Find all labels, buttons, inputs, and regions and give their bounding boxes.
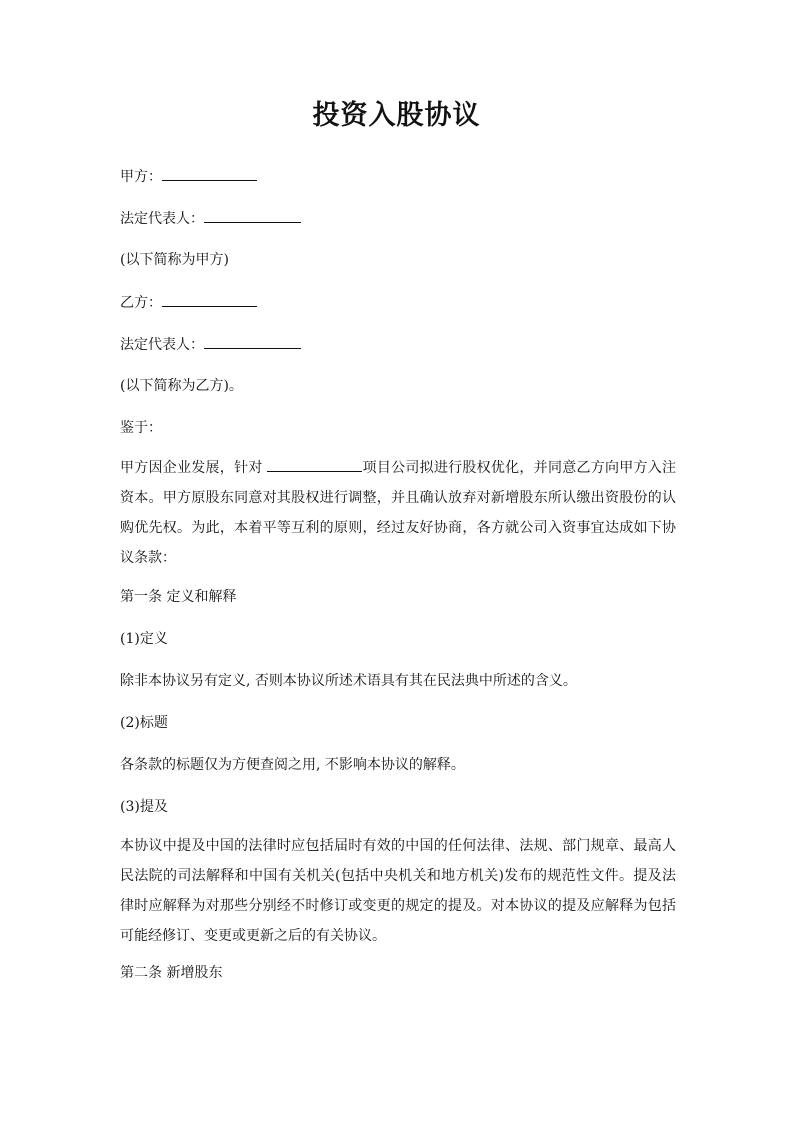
party-b-blank	[162, 292, 257, 307]
article1-s3-heading: (3)提及	[120, 799, 168, 815]
party-a-rep-label: 法定代表人：	[120, 211, 204, 227]
intro-text-start: 甲方因企业发展，针对	[120, 460, 268, 476]
intro-text-rest: 项目公司拟进行股权优化，并同意乙方向甲方入注资本。甲方原股东同意对其股权进行调整，并且确认放弃对新增股东所认缴出资股份的认购优先权。为此，本着平等互利的原则，经过友好协商，各方就公司入资事宜达成如下协议条款：	[120, 460, 677, 566]
article1-s2-heading: (2)标题	[120, 715, 168, 731]
article1-s1-heading: (1)定义	[120, 631, 168, 647]
article1-s3-text: 本协议中提及中国的法律时应包括届时有效的中国的任何法律、法规、部门规章、最高人民法院的司法解释和中国有关机关(包括中央机关和地方机关)发布的规范性文件。提及法律时应解释为对那些分别经不时修订或变更的规定的提及。对本协议的提及应解释为包括可能经修订、变更或更新之后的有关协议。	[120, 838, 676, 944]
party-a-rep-line	[120, 208, 301, 229]
project-blank	[267, 457, 362, 472]
party-b-line	[120, 292, 257, 313]
document-title: 投资入股协议	[312, 100, 481, 131]
article1-s1-text: 除非本协议另有定义, 否则本协议所述术语具有其在民法典中所述的含义。	[120, 673, 577, 689]
party-b-rep-line	[120, 334, 301, 355]
party-a-line	[120, 166, 257, 187]
party-b-note: (以下简称为乙方)。	[120, 378, 243, 394]
party-a-blank	[162, 166, 257, 181]
party-a-rep-blank	[204, 208, 301, 223]
party-a-label: 甲方：	[120, 169, 162, 185]
article1-heading: 第一条 定义和解释	[120, 589, 237, 605]
article1-s2-text: 各条款的标题仅为方便查阅之用, 不影响本协议的解释。	[120, 757, 465, 773]
party-b-label: 乙方：	[120, 295, 162, 311]
intro-paragraph	[120, 453, 676, 573]
party-b-rep-label: 法定代表人：	[120, 337, 204, 353]
party-b-rep-blank	[204, 334, 301, 349]
party-a-note: (以下简称为甲方)	[120, 252, 229, 268]
article2-heading: 第二条 新增股东	[120, 965, 223, 981]
whereas-heading: 鉴于：	[120, 420, 162, 436]
